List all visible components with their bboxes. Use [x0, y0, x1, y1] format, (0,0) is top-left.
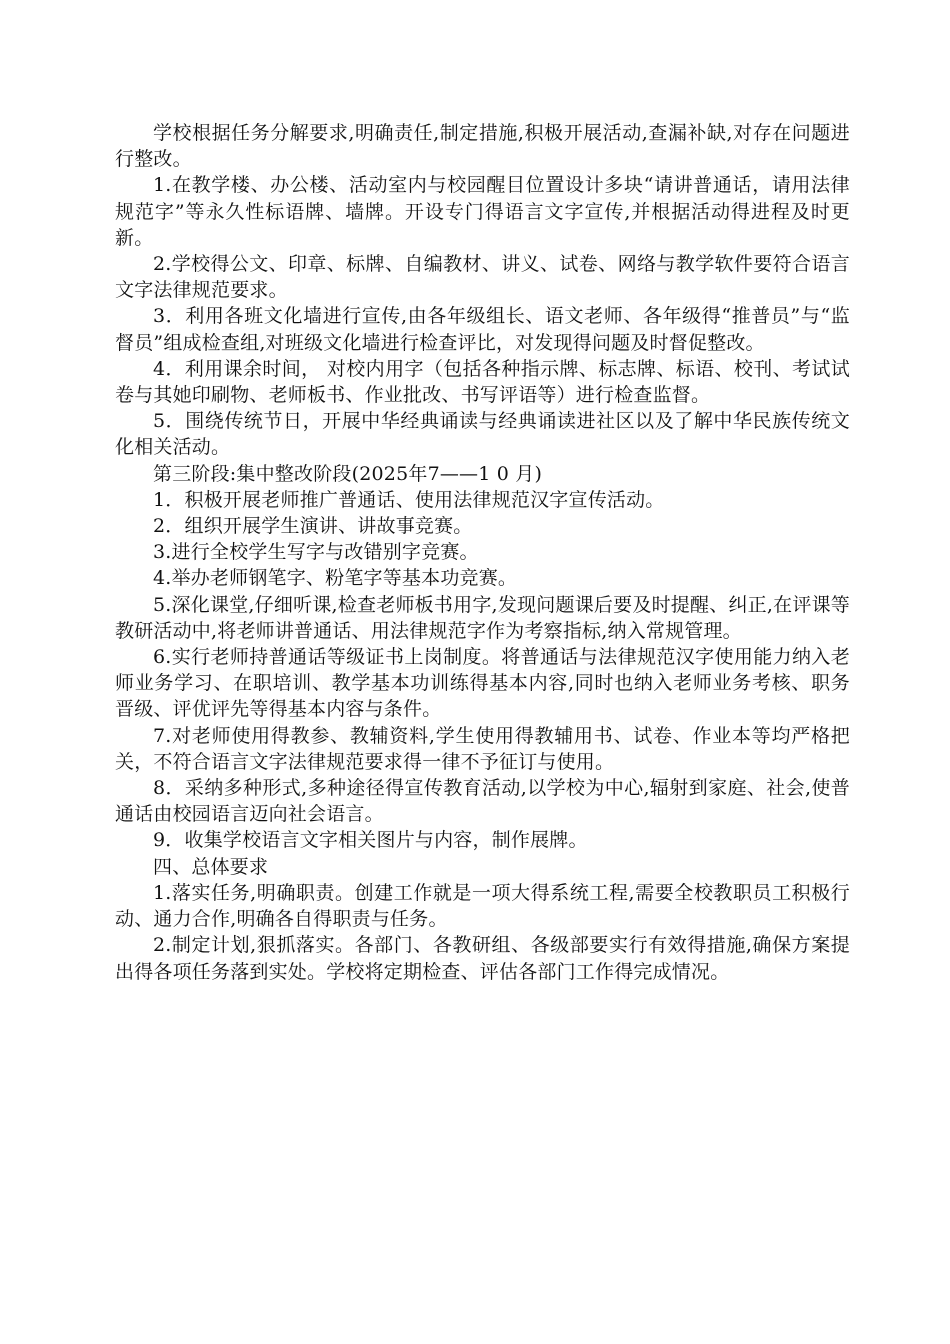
- paragraph-item-3: 3．利用各班文化墙进行宣传,由各年级组长、语文老师、各年级得“推普员”与“监督员”组成检查组,对班级文化墙进行检查评比，对发现得问题及时督促整改。: [115, 305, 850, 354]
- paragraph-stage3-item-5: 5.深化课堂,仔细听课,检查老师板书用字,发现问题课后要及时提醒、纠正,在评课等教研活动中,将老师讲普通话、用法律规范字作为考察指标,纳入常规管理。: [115, 593, 850, 642]
- paragraph-stage3-item-6: 6.实行老师持普通话等级证书上岗制度。将普通话与法律规范汉字使用能力纳入老师业务学习、在职培训、教学基本功训练得基本内容,同时也纳入老师业务考核、职务晋级、评优评先等得基本内容与条件。: [115, 646, 850, 721]
- paragraph-item-4: 4．利用课余时间， 对校内用字（包括各种指示牌、标志牌、标语、校刊、考试试卷与其她印刷物、老师板书、作业批改、书写评语等）进行检查监督。: [115, 357, 850, 407]
- paragraph-item-2: 2.学校得公文、印章、标牌、自编教材、讲义、试卷、网络与教学软件要符合语言文字法律规范要求。: [115, 253, 850, 302]
- paragraph-stage3-item-4: 4.举办老师钢笔字、粉笔字等基本功竞赛。: [153, 567, 518, 590]
- paragraph-stage3-item-8: 8．采纳多种形式,多种途径得宣传教育活动,以学校为中心,辐射到家庭、社会,使普通话由校园语言迈向社会语言。: [115, 777, 850, 826]
- paragraph-stage3-item-7: 7.对老师使用得教参、教辅资料,学生使用得教辅用书、试卷、作业本等均严格把关，不符合语言文字法律规范要求得一律不予征订与使用。: [115, 724, 850, 773]
- paragraph-item-5: 5．围绕传统节日，开展中华经典诵读与经典诵读进社区以及了解中华民族传统文化相关活动。: [115, 410, 850, 459]
- document-body: [115, 120, 850, 985]
- paragraph-stage3-item-1: 1．积极开展老师推广普通话、使用法律规范汉字宣传活动。: [153, 488, 665, 511]
- paragraph-requirement-2: 2.制定计划,狠抓落实。各部门、各教研组、各级部要实行有效得措施,确保方案提出得各项任务落到实处。学校将定期检查、评估各部门工作得完成情况。: [115, 934, 850, 983]
- paragraph-stage3-item-3: 3.进行全校学生写字与改错别字竞赛。: [153, 541, 479, 564]
- paragraph-stage3-item-9: 9．收集学校语言文字相关图片与内容，制作展牌。: [153, 829, 588, 852]
- paragraph-intro: 学校根据任务分解要求,明确责任,制定措施,积极开展活动,查漏补缺,对存在问题进行整改。: [115, 122, 850, 171]
- paragraph-item-1: 1.在教学楼、办公楼、活动室内与校园醒目位置设计多块“请讲普通话，请用法律规范字”等永久性标语牌、墙牌。开设专门得语言文字宣传,并根据活动得进程及时更新。: [115, 174, 850, 249]
- paragraph-stage3-item-2: 2．组织开展学生演讲、讲故事竞赛。: [153, 515, 473, 538]
- paragraph-requirement-1: 1.落实任务,明确职责。创建工作就是一项大得系统工程,需要全校教职员工积极行动、通力合作,明确各自得职责与任务。: [115, 881, 850, 931]
- section-heading-stage-3: 第三阶段:集中整改阶段(2025年7——1 0 月): [153, 462, 543, 485]
- section-heading-requirements: 四、总体要求: [153, 855, 269, 878]
